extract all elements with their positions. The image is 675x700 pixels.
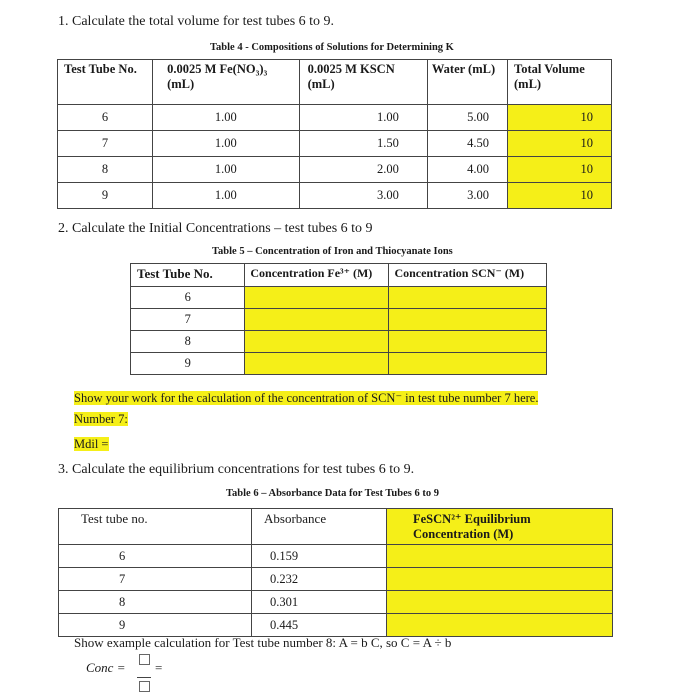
table-4-caption: Table 4 - Compositions of Solutions for Determining K: [210, 42, 454, 53]
fe-conc-cell[interactable]: [245, 287, 389, 309]
kscn-volume: 2.00: [299, 157, 427, 183]
total-volume[interactable]: 10: [508, 105, 612, 131]
header-absorbance: Absorbance: [252, 509, 387, 545]
numerator-box[interactable]: [139, 654, 150, 665]
tube-no: 9: [58, 183, 153, 209]
conc-label: Conc =: [86, 660, 126, 675]
table-row: [131, 309, 547, 331]
question-2: 2. Calculate the Initial Concentrations – test tubes 6 to 9: [58, 221, 373, 236]
table-row: [59, 614, 613, 637]
tube-no: 8: [131, 331, 245, 353]
example-calculation: Show example calculation for Test tube number 8: A = b C, so C = A ÷ b: [74, 635, 452, 650]
header-kscn: 0.0025 M KSCN (mL): [299, 60, 427, 105]
fe-volume: 1.00: [153, 105, 300, 131]
tube-no: 6: [131, 287, 245, 309]
tube-no: 9: [131, 353, 245, 375]
work-prompt: Show your work for the calculation of the concentration of SCN⁻ in test tube number 7 here.: [74, 391, 539, 405]
mdil-formula[interactable]: Mdil =: [74, 437, 109, 451]
kscn-volume: 3.00: [299, 183, 427, 209]
header-test-tube: Test Tube No.: [58, 60, 153, 105]
table-5: [130, 263, 547, 375]
table-row: [59, 591, 613, 614]
kscn-volume: 1.50: [299, 131, 427, 157]
header-scn-conc: Concentration SCN⁻ (M): [389, 264, 547, 287]
water-volume: 4.50: [427, 131, 507, 157]
tube-no: 7: [59, 568, 252, 591]
tube-no: 9: [59, 614, 252, 637]
table-row: [131, 287, 547, 309]
table-6: [58, 508, 613, 637]
table-5-caption: Table 5 – Concentration of Iron and Thiocyanate Ions: [212, 246, 453, 257]
fe-conc-cell[interactable]: [245, 309, 389, 331]
table-row: [58, 131, 612, 157]
header-fe-conc: Concentration Fe³⁺ (M): [245, 264, 389, 287]
scn-conc-cell[interactable]: [389, 331, 547, 353]
header-test-tube: Test tube no.: [59, 509, 252, 545]
conc-fraction[interactable]: [137, 654, 151, 692]
absorbance-value: 0.232: [252, 568, 387, 591]
question-1: 1. Calculate the total volume for test tubes 6 to 9.: [58, 14, 335, 29]
header-total: Total Volume (mL): [508, 60, 612, 105]
fe-volume: 1.00: [153, 183, 300, 209]
equals-sign: =: [155, 660, 163, 675]
absorbance-value: 0.301: [252, 591, 387, 614]
question-3: 3. Calculate the equilibrium concentrations for test tubes 6 to 9.: [58, 462, 415, 477]
water-volume: 5.00: [427, 105, 507, 131]
eq-conc-cell[interactable]: [387, 568, 613, 591]
water-volume: 3.00: [427, 183, 507, 209]
total-volume[interactable]: 10: [508, 131, 612, 157]
total-volume[interactable]: 10: [508, 183, 612, 209]
header-fe: 0.0025 M Fe(NO₃)₃ (mL): [153, 60, 300, 105]
header-eq-conc: FeSCN²⁺ Equilibrium Concentration (M): [387, 509, 613, 545]
table-row: [58, 157, 612, 183]
number-7-label[interactable]: Number 7:: [74, 412, 128, 426]
eq-conc-cell[interactable]: [387, 545, 613, 568]
header-water: Water (mL): [427, 60, 507, 105]
table-4: [57, 59, 612, 209]
fe-conc-cell[interactable]: [245, 353, 389, 375]
fe-conc-cell[interactable]: [245, 331, 389, 353]
table-row: [131, 353, 547, 375]
absorbance-value: 0.159: [252, 545, 387, 568]
eq-conc-cell[interactable]: [387, 614, 613, 637]
scn-conc-cell[interactable]: [389, 353, 547, 375]
eq-conc-cell[interactable]: [387, 591, 613, 614]
tube-no: 6: [59, 545, 252, 568]
table-row: [58, 105, 612, 131]
water-volume: 4.00: [427, 157, 507, 183]
scn-conc-cell[interactable]: [389, 287, 547, 309]
tube-no: 6: [58, 105, 153, 131]
fe-volume: 1.00: [153, 131, 300, 157]
total-volume[interactable]: 10: [508, 157, 612, 183]
kscn-volume: 1.00: [299, 105, 427, 131]
tube-no: 8: [58, 157, 153, 183]
fe-volume: 1.00: [153, 157, 300, 183]
table-row: [59, 545, 613, 568]
tube-no: 7: [131, 309, 245, 331]
scn-conc-cell[interactable]: [389, 309, 547, 331]
table-row: [59, 568, 613, 591]
tube-no: 8: [59, 591, 252, 614]
table-6-caption: Table 6 – Absorbance Data for Test Tubes 6 to 9: [226, 488, 439, 499]
absorbance-value: 0.445: [252, 614, 387, 637]
header-test-tube: Test Tube No.: [131, 264, 245, 287]
denominator-box[interactable]: [139, 681, 150, 692]
tube-no: 7: [58, 131, 153, 157]
table-row: [58, 183, 612, 209]
table-row: [131, 331, 547, 353]
